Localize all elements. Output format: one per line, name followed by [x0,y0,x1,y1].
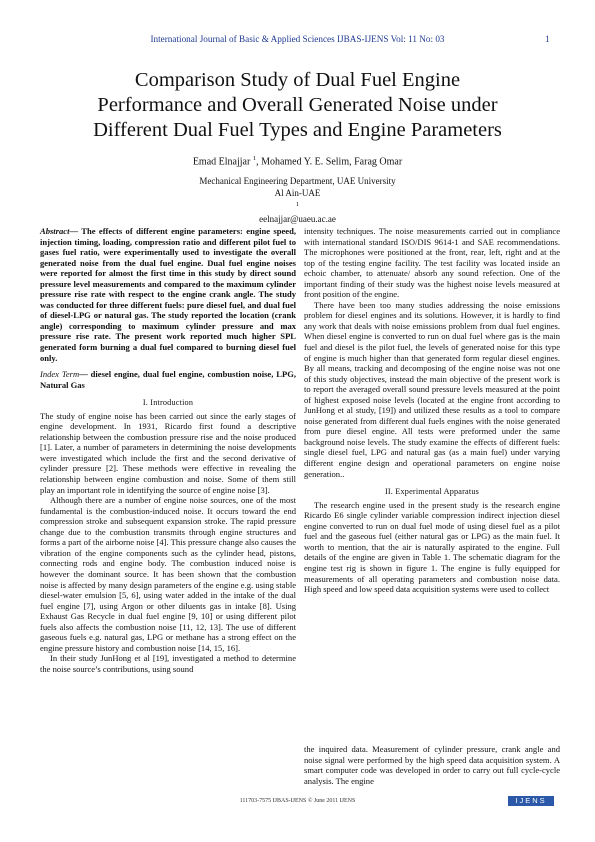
journal-header: International Journal of Basic & Applied Sciences IJBAS-IJENS Vol: 11 No: 03 [150,34,445,44]
paper-title [30,68,565,143]
intro-paragraph-2: Although there are a number of engine noise sources, one of the most fundamental is the combustion-induced noise. It occurs toward the end compression stroke and subsequent expansion stroke. The rapid pressure change due to the combustion transmits through engine structures and forms a part of the airborne noise [4]. This pressure change also causes the vibration of the engine components such as the cylinder head, pistons, connecting rods and engine body. The combustion induced noise is however the dominant source. It has been shown that the combustion noise is affected by many design parameters of the engine e.g. using stable diesel-water emulsion [5, 6], using water added in the intake of the dual fuel engine [7], using Argon or other diluents gas in intake [8]. Using Exhaust Gas Recycle in dual fuel engine [9, 10] or using different pilot fuels also affects the combustion noise [11, 12, 13]. The use of different gaseous fuels e.g. natural gas, LPG or methane has a strong effect on the engine pressure history and combustion noise [14, 15, 16]. [40,495,296,653]
title-line-3: Different Dual Fuel Types and Engine Parameters [93,119,502,141]
section-heading-experimental: II. Experimental Apparatus [384,487,480,497]
author-1: Emad Elnajjar [192,156,251,168]
experimental-paragraph-2: the inquired data. Measurement of cylinder pressure, crank angle and noise signal were performed by the high speed data acquisition system. A smart computer code was developed in order to carry out full cycle-cycle analysis. The engine [304,744,560,786]
author-1-superscript: 1 [252,155,257,162]
title-line-2: Performance and Overall Generated Noise under [97,94,498,116]
right-column [304,226,560,595]
index-terms [40,369,296,390]
experimental-paragraph-1: The research engine used in the present study is the research engine Ricardo E6 single cylinder variable compression indirect injection diesel engine converted to run on dual fuel mode of using diesel fuel as a pilot fuel and the gaseous fuel (either natural gas or LPG) as the main fuel. It worth to mention, that the air is naturally aspirated to the engine. Full details of the engine are given in Table 1. The schematic diagram for the engine test rig is shown in figure 1. The engine is fully equipped for measurements of all operating parameters and combustion noise data. High speed and low speed data acquisition systems were used to collect [304,499,560,595]
other-authors: , Mohamed Y. E. Selim, Farag Omar [256,156,403,168]
email-superscript: 1 [295,201,300,208]
page-number: 1 [545,34,550,44]
affiliation [0,176,595,225]
left-column [40,226,296,674]
abstract-text: — The effects of different engine parameters: engine speed, injection timing, loading, compression ratio and different pilot fuel to gases fuel ratio, were experimentally used to investigate the overall generated noise from the dual fuel engine. Dual fuel engine noises were reported for almost the first time in this study by direct sound pressure level measurements and compared to the maximum cylinder pressure rise rate with respect to the engine crank angle. The study was conducted for three different fuels: pure diesel fuel, and dual fuel of diesel-LPG or natural gas. The study reported the location (crank angle) corresponding to maximum cylinder pressure and max pressure rise rate. The present work reported much higher SPL generated form burning a dual fuel compared to burning diesel fuel only. [40,226,296,363]
ijens-logo: IJENS [508,796,554,806]
authors [0,155,595,167]
footer-text: 111703-7575 IJBAS-IJENS © June 2011 IJENS [239,798,356,804]
city: Al Ain-UAE [274,187,321,198]
index-terms-label: Index Term [40,369,80,380]
intro-paragraph-3: In their study JunHong et al [19], investigated a method to determine the noise source’s contributions, using sound [40,653,296,674]
email-address[interactable]: eelnajjar@uaeu.ac.ae [259,213,336,224]
title-line-1: Comparison Study of Dual Fuel Engine [134,69,461,91]
intro-paragraph-1: The study of engine noise has been carried out since the early stages of engine development. In 1931, Ricardo first found a descriptive relationship between the combustion pressure rise and the noise produced [1]. Later, a number of parameters in determining the noise developments were investigated which include the first and the second derivative of cylinder pressure [2]. These methods were effective in revealing the relationship between engine combustion and noise. Some of them still play an important role in identifying the source of engine noise [3]. [40,410,296,495]
email-line [0,199,595,225]
right-paragraph-2: There have been too many studies addressing the noise emissions problem for diesel engines and its solutions. However, it is hardly to find any work that deals with noise emissions problem from dual fuel engines. When diesel engine is converted to run on dual fuel where gas is the main fuel and diesel is the pilot fuel, the levels of generated noise for this type of engine is much higher than that generated form regular diesel engines. By all means, tracking and decomposing of the engine noise was not one of this study objectives, instead the main objective of the present work is to report the averaged overall sound pressure levels measured at the point of highest exposed noise levels (located at the engine front according to JunHong et al study, [19]) and utilized these results as a tool to compare noise generated from different dual fuels engines with the noise generated from pure diesel engine. All tests were preformed under the same background noise levels. The study examine the effects of different fuels: single diesel fuel, LPG and natural gas (as a main fuel) under varying different engine design and operational parameters on engine noise generation.. [304,299,560,479]
department: Mechanical Engineering Department, UAE University [199,176,396,186]
abstract [40,226,296,363]
section-heading-introduction: I. Introduction [142,398,194,408]
abstract-label: Abstract [40,226,70,236]
right-column-bottom [304,744,560,786]
index-terms-text: — diesel engine, dual fuel engine, combustion noise, LPG, Natural Gas [40,369,296,390]
right-paragraph-1: intensity techniques. The noise measurements carried out in compliance with international standard ISO/DIS 9614-1 and SAE recommendations. The microphones were positioned at the front, rear, left, right and at the top of the testing engine facility. The test facility was located inside an echoic chamber, to attenuate/ absorb any sound refection. One of the important finding of their study was the highest noise levels measured at front position of the engine. [304,226,560,300]
